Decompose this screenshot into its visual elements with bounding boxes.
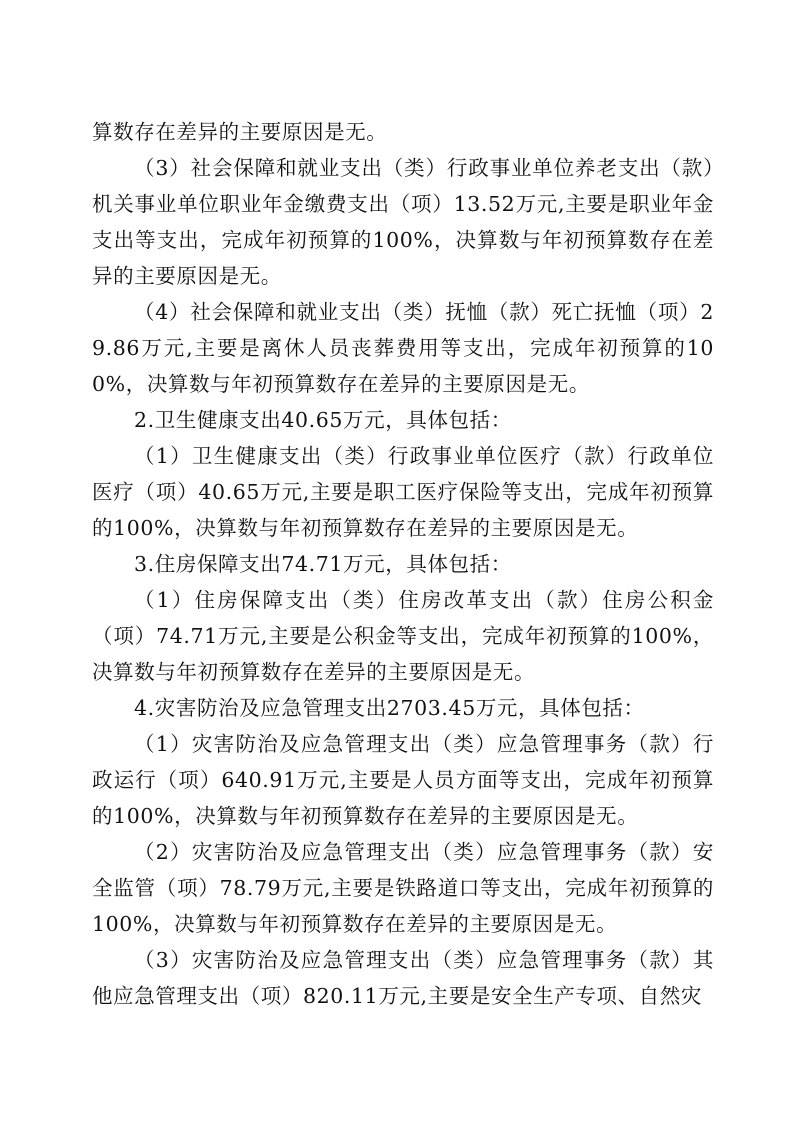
heading-health-expenditure: 2.卫生健康支出40.65万元，具体包括： xyxy=(134,408,512,432)
paragraph-disaster-1: （1）灾害防治及应急管理支出（类）应急管理事务（款）行政运行（项）640.91万元,主要是人员方面等支出，完成年初预算的100%，决算数与年初预算数存在差异的主要原因是无。 xyxy=(92,732,714,828)
paragraph-disaster-2: （2）灾害防治及应急管理支出（类）应急管理事务（款）安全监管（项）78.79万元,主要是铁路道口等支出，完成年初预算的100%，决算数与年初预算数存在差异的主要原因是无。 xyxy=(92,840,714,936)
paragraph-housing-1: （1）住房保障支出（类）住房改革支出（款）住房公积金（项）74.71万元,主要是公积金等支出，完成年初预算的100%，决算数与年初预算数存在差异的主要原因是无。 xyxy=(92,588,714,684)
paragraph-continuation: 算数存在差异的主要原因是无。 xyxy=(92,120,388,144)
paragraph-social-security-4: （4）社会保障和就业支出（类）抚恤（款）死亡抚恤（项）29.86万元,主要是离休人员丧葬费用等支出，完成年初预算的100%，决算数与年初预算数存在差异的主要原因是无。 xyxy=(92,300,714,396)
heading-housing-expenditure: 3.住房保障支出74.71万元，具体包括： xyxy=(134,552,512,576)
document-page xyxy=(92,114,714,1014)
paragraph-social-security-3: （3）社会保障和就业支出（类）行政事业单位养老支出（款）机关事业单位职业年金缴费支出（项）13.52万元,主要是职业年金支出等支出，完成年初预算的100%，决算数与年初预算数存在差异的主要原因是无。 xyxy=(92,156,714,288)
paragraph-health-1: （1）卫生健康支出（类）行政事业单位医疗（款）行政单位医疗（项）40.65万元,主要是职工医疗保险等支出，完成年初预算的100%，决算数与年初预算数存在差异的主要原因是无。 xyxy=(92,444,714,540)
heading-disaster-expenditure: 4.灾害防治及应急管理支出2703.45万元，具体包括： xyxy=(134,696,645,720)
paragraph-disaster-3: （3）灾害防治及应急管理支出（类）应急管理事务（款）其他应急管理支出（项）820.11万元,主要是安全生产专项、自然灾 xyxy=(92,948,714,1008)
